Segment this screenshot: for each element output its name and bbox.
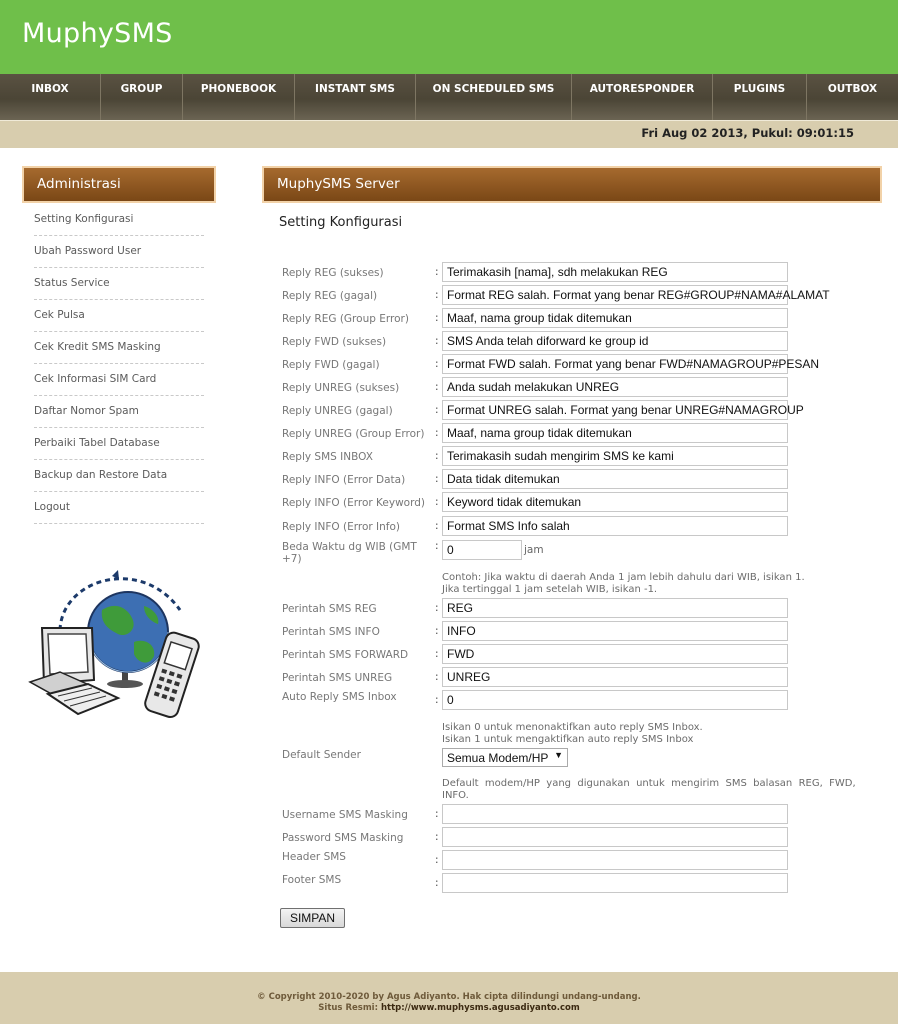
colon: : <box>435 496 439 508</box>
official-site-prefix: Situs Resmi: <box>318 1003 381 1013</box>
nav-item-plugins[interactable]: PLUGINS <box>713 74 807 120</box>
field-label: Reply INFO (Error Info) <box>282 521 401 533</box>
colon: : <box>435 625 439 637</box>
perintah-info-input[interactable]: INFO <box>442 621 788 641</box>
default-sender-select[interactable] <box>442 748 568 767</box>
timezone-hint-line1: Contoh: Jika waktu di daerah Anda 1 jam lebih dahulu dari WIB, isikan 1. <box>442 572 805 583</box>
colon: : <box>435 404 439 416</box>
colon: : <box>435 854 439 866</box>
field-label: Header SMS <box>282 851 346 863</box>
colon: : <box>435 877 439 889</box>
field-label: Reply SMS INBOX <box>282 451 373 463</box>
colon: : <box>435 602 439 614</box>
sidebar-item-cek-pulsa[interactable]: Cek Pulsa <box>34 300 204 332</box>
colon: : <box>435 540 439 552</box>
field-label: Auto Reply SMS Inbox <box>282 691 397 703</box>
auto-reply-hint-line1: Isikan 0 untuk menonaktifkan auto reply SMS Inbox. <box>442 722 703 733</box>
reply-reg-sukses-input[interactable]: Terimakasih [nama], sdh melakukan REG <box>442 262 788 282</box>
nav-item-inbox[interactable]: INBOX <box>0 74 101 120</box>
field-label: Password SMS Masking <box>282 832 404 844</box>
reply-fwd-gagal-input[interactable]: Format FWD salah. Format yang benar FWD#NAMAGROUP#PESAN <box>442 354 788 374</box>
colon: : <box>435 520 439 532</box>
colon: : <box>435 450 439 462</box>
timezone-label <box>282 541 434 565</box>
timezone-unit: jam <box>524 544 544 556</box>
chevron-down-icon: ▼ <box>554 750 563 760</box>
field-label: Reply REG (Group Error) <box>282 313 409 325</box>
colon: : <box>435 381 439 393</box>
field-label: Perintah SMS INFO <box>282 626 380 638</box>
auto-reply-hint <box>442 722 703 746</box>
field-label: Perintah SMS REG <box>282 603 377 615</box>
sidebar-item-perbaiki-tabel[interactable]: Perbaiki Tabel Database <box>34 428 204 460</box>
nav-item-phonebook[interactable]: PHONEBOOK <box>183 74 295 120</box>
colon: : <box>435 648 439 660</box>
field-label: Reply FWD (gagal) <box>282 359 380 371</box>
nav-item-autoresponder[interactable]: AUTORESPONDER <box>572 74 713 120</box>
timezone-hint <box>442 572 805 596</box>
perintah-unreg-input[interactable]: UNREG <box>442 667 788 687</box>
sidebar-item-ubah-password[interactable]: Ubah Password User <box>34 236 204 268</box>
field-label: Username SMS Masking <box>282 809 408 821</box>
reply-fwd-sukses-input[interactable]: SMS Anda telah diforward ke group id <box>442 331 788 351</box>
field-label: Reply INFO (Error Keyword) <box>282 497 425 509</box>
field-label: Reply UNREG (sukses) <box>282 382 400 394</box>
sidebar-item-daftar-spam[interactable]: Daftar Nomor Spam <box>34 396 204 428</box>
field-label: Footer SMS <box>282 874 342 886</box>
default-sender-hint-line1: Default modem/HP yang digunakan untuk mengirim SMS balasan REG, FWD, <box>442 778 856 789</box>
field-label: Reply UNREG (gagal) <box>282 405 393 417</box>
colon: : <box>435 473 439 485</box>
date-bar <box>0 120 898 148</box>
colon: : <box>435 335 439 347</box>
colon: : <box>435 427 439 439</box>
header <box>0 0 898 74</box>
footer <box>0 972 898 1024</box>
reply-info-error-data-input[interactable]: Data tidak ditemukan <box>442 469 788 489</box>
sidebar-item-logout[interactable]: Logout <box>34 492 204 524</box>
nav-item-on-scheduled-sms[interactable]: ON SCHEDULED SMS <box>416 74 572 120</box>
globe-computer-phone-illustration <box>22 558 202 723</box>
password-sms-masking-input[interactable] <box>442 827 788 847</box>
sidebar-item-backup-restore[interactable]: Backup dan Restore Data <box>34 460 204 492</box>
field-label: Reply REG (gagal) <box>282 290 378 302</box>
username-sms-masking-input[interactable] <box>442 804 788 824</box>
sidebar-title: Administrasi <box>22 166 216 203</box>
nav-item-instant-sms[interactable]: INSTANT SMS <box>295 74 416 120</box>
field-label: Perintah SMS FORWARD <box>282 649 409 661</box>
header-sms-input[interactable] <box>442 850 788 870</box>
auto-reply-inbox-input[interactable]: 0 <box>442 690 788 710</box>
field-label: Reply FWD (sukses) <box>282 336 387 348</box>
sidebar-item-cek-kredit[interactable]: Cek Kredit SMS Masking <box>34 332 204 364</box>
colon: : <box>435 671 439 683</box>
sidebar-menu <box>34 204 204 524</box>
sidebar-item-status-service[interactable]: Status Service <box>34 268 204 300</box>
copyright-text: © Copyright 2010-2020 by Agus Adiyanto. Hak cipta dilindungi undang-undang. <box>257 992 641 1002</box>
main-panel-title: MuphySMS Server <box>262 166 882 203</box>
perintah-reg-input[interactable]: REG <box>442 598 788 618</box>
timezone-label-line1: Beda Waktu dg WIB (GMT <box>282 541 417 553</box>
default-sender-hint <box>442 778 864 802</box>
timezone-offset-input[interactable]: 0 <box>442 540 522 560</box>
reply-reg-gagal-input[interactable]: Format REG salah. Format yang benar REG#GROUP#NAMA#ALAMAT <box>442 285 788 305</box>
colon: : <box>435 358 439 370</box>
field-label: Reply INFO (Error Data) <box>282 474 406 486</box>
reply-unreg-sukses-input[interactable]: Anda sudah melakukan UNREG <box>442 377 788 397</box>
current-datetime: Fri Aug 02 2013, Pukul: 09:01:15 <box>641 126 854 140</box>
main-nav <box>0 74 898 120</box>
default-sender-value: Semua Modem/HP <box>447 751 549 765</box>
default-sender-hint-line2: INFO. <box>442 790 469 801</box>
field-label: Reply UNREG (Group Error) <box>282 428 425 440</box>
reply-sms-inbox-input[interactable]: Terimakasih sudah mengirim SMS ke kami <box>442 446 788 466</box>
app-title: MuphySMS <box>22 18 173 49</box>
reply-reg-group-error-input[interactable]: Maaf, nama group tidak ditemukan <box>442 308 788 328</box>
field-label: Reply REG (sukses) <box>282 267 384 279</box>
nav-item-outbox[interactable]: OUTBOX <box>827 83 878 95</box>
perintah-forward-input[interactable]: FWD <box>442 644 788 664</box>
auto-reply-hint-line2: Isikan 1 untuk mengaktifkan auto reply SMS Inbox <box>442 734 694 745</box>
official-site <box>0 1003 898 1014</box>
sidebar-item-cek-sim[interactable]: Cek Informasi SIM Card <box>34 364 204 396</box>
colon: : <box>435 312 439 324</box>
sidebar-item-setting-konfigurasi[interactable]: Setting Konfigurasi <box>34 204 204 236</box>
colon: : <box>435 266 439 278</box>
field-label: Default Sender <box>282 749 361 761</box>
reply-info-error-keyword-input[interactable]: Keyword tidak ditemukan <box>442 492 788 512</box>
colon: : <box>435 694 439 706</box>
colon: : <box>435 289 439 301</box>
footer-sms-input[interactable] <box>442 873 788 893</box>
save-button[interactable]: SIMPAN <box>280 908 345 928</box>
reply-unreg-group-error-input[interactable]: Maaf, nama group tidak ditemukan <box>442 423 788 443</box>
page-title: Setting Konfigurasi <box>279 215 403 230</box>
timezone-hint-line2: Jika tertinggal 1 jam setelah WIB, isikan -1. <box>442 584 658 595</box>
official-site-link[interactable]: http://www.muphysms.agusadiyanto.com <box>380 1003 580 1013</box>
timezone-label-line2: +7) <box>282 553 302 565</box>
colon: : <box>435 831 439 843</box>
reply-unreg-gagal-input[interactable]: Format UNREG salah. Format yang benar UNREG#NAMAGROUP <box>442 400 788 420</box>
colon: : <box>435 808 439 820</box>
reply-info-error-info-input[interactable]: Format SMS Info salah <box>442 516 788 536</box>
nav-item-group[interactable]: GROUP <box>101 74 183 120</box>
field-label: Perintah SMS UNREG <box>282 672 393 684</box>
